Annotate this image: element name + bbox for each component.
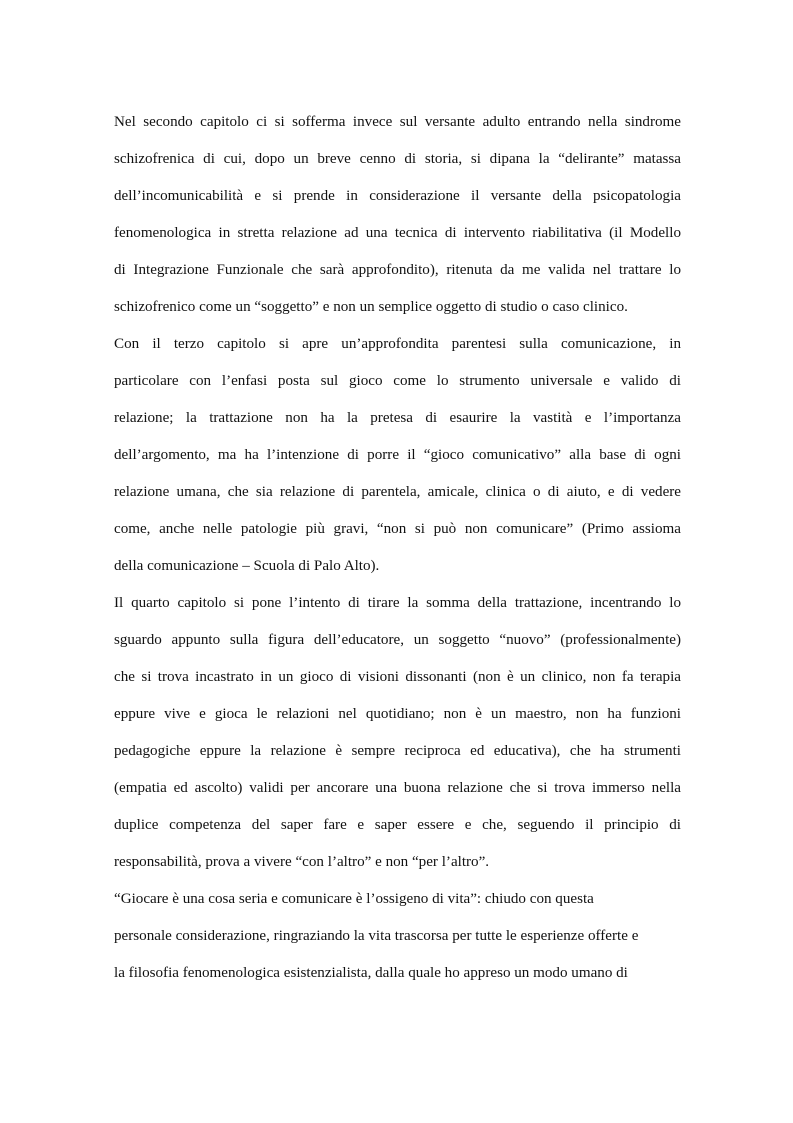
paragraph-chapter-two — [114, 104, 681, 326]
document-page — [114, 104, 681, 992]
text-line: (empatia ed ascolto) validi per ancorare una buona relazione che si trova immerso nella — [114, 780, 681, 796]
paragraph-chapter-three — [114, 326, 681, 585]
text-line: sguardo appunto sulla figura dell’educatore, un soggetto “nuovo” (professionalmente) — [114, 632, 681, 648]
text-line: schizofrenica di cui, dopo un breve cenno di storia, si dipana la “delirante” matassa — [114, 151, 681, 167]
text-line: eppure vive e gioca le relazioni nel quotidiano; non è un maestro, non ha funzioni — [114, 706, 681, 722]
text-line: relazione umana, che sia relazione di parentela, amicale, clinica o di aiuto, e di vedere — [114, 484, 681, 500]
text-line: Il quarto capitolo si pone l’intento di tirare la somma della trattazione, incentrando lo — [114, 595, 681, 611]
text-line: relazione; la trattazione non ha la pretesa di esaurire la vastità e l’importanza — [114, 410, 681, 426]
text-line: dell’argomento, ma ha l’intenzione di porre il “gioco comunicativo” alla base di ogni — [114, 447, 681, 463]
text-line: della comunicazione – Scuola di Palo Alto). — [114, 558, 380, 574]
text-line: pedagogiche eppure la relazione è sempre reciproca ed educativa), che ha strumenti — [114, 743, 681, 759]
text-line: fenomenologica in stretta relazione ad una tecnica di intervento riabilitativa (il Modello — [114, 225, 681, 241]
paragraph-closing — [114, 881, 681, 992]
text-line: “Giocare è una cosa seria e comunicare è l’ossigeno di vita”: chiudo con questa — [114, 891, 594, 907]
text-line: come, anche nelle patologie più gravi, “non si può non comunicare” (Primo assioma — [114, 521, 681, 537]
text-line: Con il terzo capitolo si apre un’approfondita parentesi sulla comunicazione, in — [114, 336, 681, 352]
text-line: responsabilità, prova a vivere “con l’altro” e non “per l’altro”. — [114, 854, 490, 870]
text-line: dell’incomunicabilità e si prende in considerazione il versante della psicopatologia — [114, 188, 681, 204]
text-line: particolare con l’enfasi posta sul gioco come lo strumento universale e valido di — [114, 373, 681, 389]
paragraph-chapter-four — [114, 585, 681, 881]
text-line: di Integrazione Funzionale che sarà approfondito), ritenuta da me valida nel trattare lo — [114, 262, 681, 278]
text-line: personale considerazione, ringraziando la vita trascorsa per tutte le esperienze offerte e — [114, 928, 639, 944]
text-line: schizofrenico come un “soggetto” e non un semplice oggetto di studio o caso clinico. — [114, 299, 628, 315]
text-line: la filosofia fenomenologica esistenzialista, dalla quale ho appreso un modo umano di — [114, 965, 628, 981]
text-line: Nel secondo capitolo ci si sofferma invece sul versante adulto entrando nella sindrome — [114, 114, 681, 130]
text-line: duplice competenza del saper fare e saper essere e che, seguendo il principio di — [114, 817, 681, 833]
text-line: che si trova incastrato in un gioco di visioni dissonanti (non è un clinico, non fa terapia — [114, 669, 681, 685]
